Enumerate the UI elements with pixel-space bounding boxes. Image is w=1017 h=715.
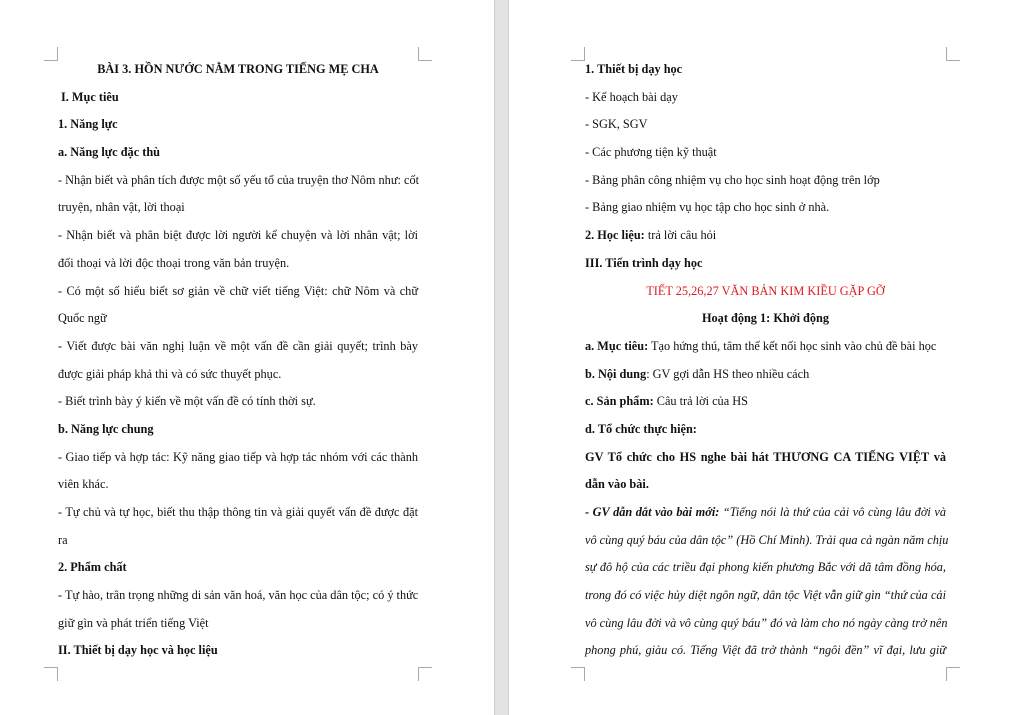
line-text: - Giao tiếp và hợp tác: Kỹ năng giao tiếp và hợp tác nhóm với các thành — [58, 449, 418, 464]
text-line — [585, 167, 946, 195]
line-text: - Các phương tiện kỹ thuật — [585, 145, 717, 160]
line-text: Hoạt động 1: Khởi động — [701, 311, 830, 326]
margin-mark-bottom-left — [571, 667, 585, 681]
line-text: BÀI 3. HỒN NƯỚC NẰM TRONG TIẾNG MẸ CHA — [97, 62, 379, 76]
text-line — [58, 388, 418, 416]
line-text: dẫn vào bài. — [585, 477, 649, 492]
text-line — [585, 388, 946, 416]
line-text: II. Thiết bị dạy học và học liệu — [58, 643, 218, 658]
line-text: III. Tiến trình dạy học — [585, 255, 703, 270]
line-text: phong phú, giàu có. Tiếng Việt đã trở thành “ngôi đền” vĩ đại, lưu giữ — [585, 643, 946, 658]
text-line — [585, 56, 946, 84]
text-line — [585, 194, 946, 222]
text-line — [58, 111, 418, 139]
text-line — [58, 305, 418, 333]
line-text: - Bảng giao nhiệm vụ học tập cho học sinh ở nhà. — [585, 200, 830, 215]
line-text: a. Năng lực đặc thù — [58, 145, 161, 160]
line-text: - SGK, SGV — [585, 117, 648, 132]
text-line — [585, 361, 946, 389]
margin-mark-top-left — [44, 47, 58, 61]
text-line — [58, 56, 418, 84]
text-line — [58, 250, 418, 278]
line-text: 1. Thiết bị dạy học — [585, 62, 683, 76]
document-page-left — [0, 0, 494, 715]
text-line — [58, 554, 418, 582]
line-text: đối thoại và lời độc thoại trong văn bản truyện. — [58, 255, 290, 270]
line-text: truyện, nhân vật, lời thoại — [58, 200, 185, 215]
text-line — [585, 554, 946, 582]
text-line — [585, 222, 946, 250]
line-text: trong đó có việc hủy diệt ngôn ngữ, dân tộc Việt vẫn giữ gìn “thứ của cải — [585, 588, 946, 603]
line-text: ra — [58, 532, 68, 547]
line-text: - Tự chủ và tự học, biết thu thập thông tin và giải quyết vấn đề được đặt — [58, 505, 418, 519]
page-text-body — [58, 56, 418, 665]
line-text: I. Mục tiêu — [61, 89, 119, 104]
line-text: TIẾT 25,26,27 VĂN BẢN KIM KIỀU GẶP GỠ — [646, 283, 885, 298]
text-line — [585, 471, 946, 499]
line-text: Câu trả lời của HS — [653, 394, 748, 409]
margin-mark-bottom-right — [946, 667, 960, 681]
line-label: a. Mục tiêu: — [585, 338, 649, 353]
line-text: được giải pháp khả thi và có sức thuyết phục. — [58, 366, 282, 381]
line-text: : GV gợi dẫn HS theo nhiều cách — [646, 366, 810, 381]
line-text: vô cùng quý báu của dân tộc” (Hồ Chí Minh). Trải qua cả ngàn năm chịu — [585, 532, 949, 547]
line-text: “Tiếng nói là thứ của cải vô cùng lâu đời và — [719, 505, 946, 519]
line-text: - Tự hào, trân trọng những di sản văn hoá, văn học của dân tộc; có ý thức — [58, 588, 419, 603]
text-line — [585, 139, 946, 167]
margin-mark-bottom-right — [418, 667, 432, 681]
line-text: Quốc ngữ — [58, 311, 107, 326]
text-line — [585, 637, 946, 665]
line-text: - Bảng phân công nhiệm vụ cho học sinh hoạt động trên lớp — [585, 172, 880, 187]
page-text-body — [585, 56, 949, 665]
text-line — [58, 637, 418, 665]
line-label: c. Sản phẩm: — [585, 394, 654, 409]
text-line — [585, 527, 949, 555]
text-line — [585, 582, 946, 610]
text-line — [58, 499, 418, 527]
line-text: - Biết trình bày ý kiến về một vấn đề có tính thời sự. — [58, 394, 316, 409]
line-text: giữ gìn và phát triển tiếng Việt — [58, 615, 209, 630]
text-line — [585, 250, 946, 278]
text-line — [58, 278, 418, 306]
page-gap — [494, 0, 509, 715]
line-text: trả lời câu hỏi — [644, 228, 717, 243]
text-line — [585, 84, 946, 112]
line-text: - Viết được bài văn nghị luận về một vấn đề cần giải quyết; trình bày — [58, 338, 418, 353]
text-line — [585, 610, 946, 638]
text-line — [58, 194, 418, 222]
text-line — [585, 444, 946, 472]
margin-mark-top-right — [946, 47, 960, 61]
text-line — [58, 416, 418, 444]
line-text: b. Năng lực chung — [58, 421, 154, 436]
line-text: - Có một số hiểu biết sơ giản về chữ viết tiếng Việt: chữ Nôm và chữ — [58, 283, 418, 298]
text-line — [585, 111, 946, 139]
text-line — [58, 582, 418, 610]
line-text: Tạo hứng thú, tâm thế kết nối học sinh vào chủ đề bài học — [648, 338, 937, 353]
text-line — [58, 527, 418, 555]
line-label: b. Nội dung — [585, 366, 647, 381]
text-line — [585, 333, 946, 361]
margin-mark-top-left — [571, 47, 585, 61]
line-text: vô cùng lâu đời và vô cùng quý báu” đó và làm cho nó ngày càng trở nên — [585, 615, 948, 630]
document-page-right — [509, 0, 1017, 715]
text-line — [58, 361, 418, 389]
text-line — [58, 444, 418, 472]
text-line — [58, 333, 418, 361]
text-line — [58, 471, 418, 499]
line-text: 2. Phẩm chất — [58, 560, 127, 575]
text-line — [585, 278, 946, 306]
line-text: viên khác. — [58, 477, 109, 492]
line-text: GV Tổ chức cho HS nghe bài hát THƯƠNG CA TIẾNG VIỆT và — [585, 449, 946, 464]
text-line — [585, 499, 946, 527]
text-line — [58, 222, 418, 250]
text-line — [58, 139, 418, 167]
line-text: d. Tổ chức thực hiện: — [585, 421, 697, 436]
line-text: - Nhận biết và phân tích được một số yếu tố của truyện thơ Nôm như: cốt — [58, 172, 420, 187]
line-text: - Kế hoạch bài dạy — [585, 89, 678, 104]
text-line — [58, 167, 418, 195]
text-line — [58, 84, 418, 112]
margin-mark-top-right — [418, 47, 432, 61]
margin-mark-bottom-left — [44, 667, 58, 681]
line-text: - Nhận biết và phân biệt được lời người kể chuyện và lời nhân vật; lời — [58, 228, 418, 243]
line-text: 1. Năng lực — [58, 117, 118, 132]
line-label: 2. Học liệu: — [585, 228, 645, 243]
line-label: - GV dẫn dắt vào bài mới: — [585, 505, 720, 519]
text-line — [585, 416, 946, 444]
line-text: sự đô hộ của các triều đại phong kiến phương Bắc với dã tâm đồng hóa, — [585, 560, 946, 575]
text-line — [58, 610, 418, 638]
text-line — [585, 305, 946, 333]
